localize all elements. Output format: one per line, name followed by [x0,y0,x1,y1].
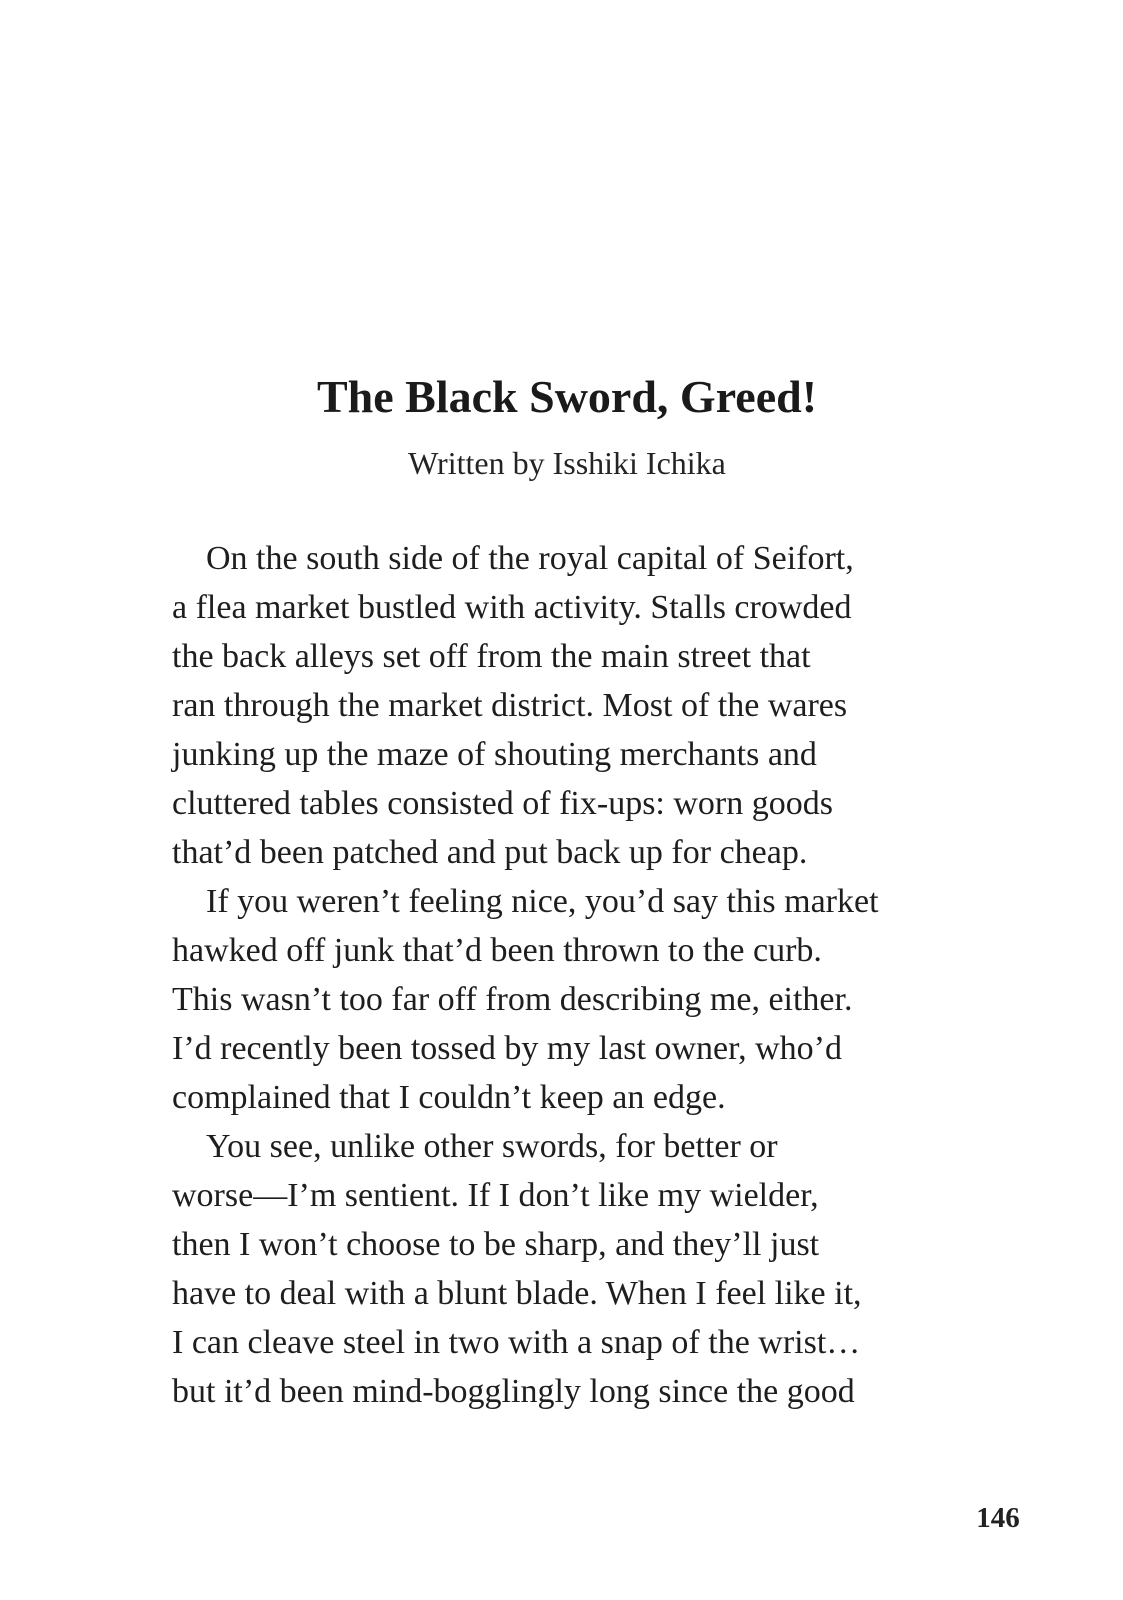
body-line: cluttered tables consisted of fix-ups: worn goods [172,785,833,822]
body-line: that’d been patched and put back up for cheap. [172,834,808,871]
body-line: complained that I couldn’t keep an edge. [172,1079,726,1116]
body-line: I can cleave steel in two with a snap of the wrist… [172,1324,861,1361]
body-line: the back alleys set off from the main street that [172,638,811,675]
page-number: 146 [976,1502,1020,1534]
body-line: a flea market bustled with activity. Stalls crowded [172,589,852,626]
body-line: On the south side of the royal capital of Seifort, [206,540,854,577]
body-line: have to deal with a blunt blade. When I feel like it, [172,1275,862,1312]
body-line: You see, unlike other swords, for better or [206,1128,778,1165]
body-line: junking up the maze of shouting merchants and [172,736,817,773]
body-text [172,534,972,1416]
body-line: hawked off junk that’d been thrown to the curb. [172,932,822,969]
body-line: then I won’t choose to be sharp, and they’ll just [172,1226,820,1263]
body-line: If you weren’t feeling nice, you’d say this market [206,883,879,920]
body-line: I’d recently been tossed by my last owner, who’d [172,1030,842,1067]
body-line: This wasn’t too far off from describing me, either. [172,981,853,1018]
author-byline: Written by Isshiki Ichika [408,445,726,481]
body-line: ran through the market district. Most of the wares [172,687,848,724]
body-line: worse—I’m sentient. If I don’t like my wielder, [172,1177,819,1214]
chapter-title: The Black Sword, Greed! [316,371,818,422]
body-line: but it’d been mind-bogglingly long since the good [172,1373,855,1410]
